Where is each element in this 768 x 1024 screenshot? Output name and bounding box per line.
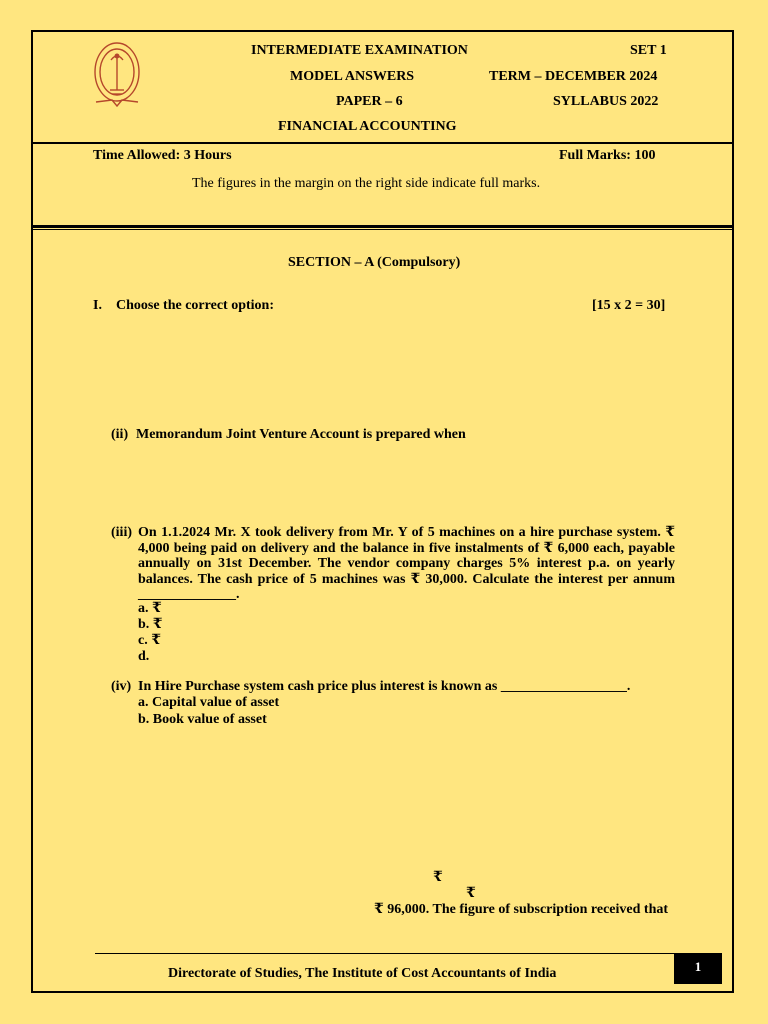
- q-iii-option-a: a. ₹: [138, 601, 162, 616]
- page-number: 1: [674, 953, 722, 984]
- q-iv-number: (iv): [111, 679, 132, 694]
- footer-divider: [95, 953, 722, 954]
- section-title: SECTION – A (Compulsory): [288, 255, 461, 270]
- marks-note: The figures in the margin on the right side indicate full marks.: [192, 176, 541, 191]
- q-iii-text: On 1.1.2024 Mr. X took delivery from Mr. Y of 5 machines on a hire purchase system. ₹ 4,000 being paid on delivery and the balance in five instalments of ₹ 6,000 each, payable annually on 31st December. The vendor company charges 5% interest p.a. on yearly balances. The cash price of 5 machines was ₹ 30,000. Calculate the interest per annum ______________.: [138, 525, 675, 602]
- q-iv-option-b: b. Book value of asset: [138, 712, 267, 727]
- q-iii-number: (iii): [111, 525, 132, 540]
- subscription-fragment: ₹ 96,000. The figure of subscription received that: [374, 902, 669, 917]
- institute-logo-icon: [92, 40, 142, 112]
- paper-label: PAPER – 6: [336, 94, 403, 109]
- set-label: SET 1: [630, 43, 667, 58]
- q-iii-option-d: d.: [138, 649, 150, 664]
- model-answers-label: MODEL ANSWERS: [290, 69, 415, 84]
- term-label: TERM – DECEMBER 2024: [489, 69, 658, 84]
- question-number: I.: [93, 298, 102, 313]
- q-ii-number: (ii): [111, 427, 129, 442]
- rupee-fragment-1: ₹: [433, 870, 443, 885]
- page-frame: [31, 30, 734, 993]
- header-divider: [31, 142, 734, 144]
- q-iv-option-a: a. Capital value of asset: [138, 695, 280, 710]
- rupee-fragment-2: ₹: [466, 886, 476, 901]
- syllabus-label: SYLLABUS 2022: [553, 94, 659, 109]
- full-marks: Full Marks: 100: [559, 148, 656, 163]
- question-marks: [15 x 2 = 30]: [592, 298, 666, 313]
- q-iv-text: In Hire Purchase system cash price plus interest is known as __________________.: [138, 679, 631, 694]
- question-instruction: Choose the correct option:: [116, 298, 274, 313]
- q-ii-text: Memorandum Joint Venture Account is prepared when: [136, 427, 466, 442]
- subject-title: FINANCIAL ACCOUNTING: [278, 119, 457, 134]
- double-divider: [31, 225, 734, 230]
- exam-title: INTERMEDIATE EXAMINATION: [251, 43, 468, 58]
- time-allowed: Time Allowed: 3 Hours: [93, 148, 232, 163]
- footer-text: Directorate of Studies, The Institute of Cost Accountants of India: [168, 966, 557, 981]
- q-iii-option-c: c. ₹: [138, 633, 161, 648]
- q-iii-option-b: b. ₹: [138, 617, 163, 632]
